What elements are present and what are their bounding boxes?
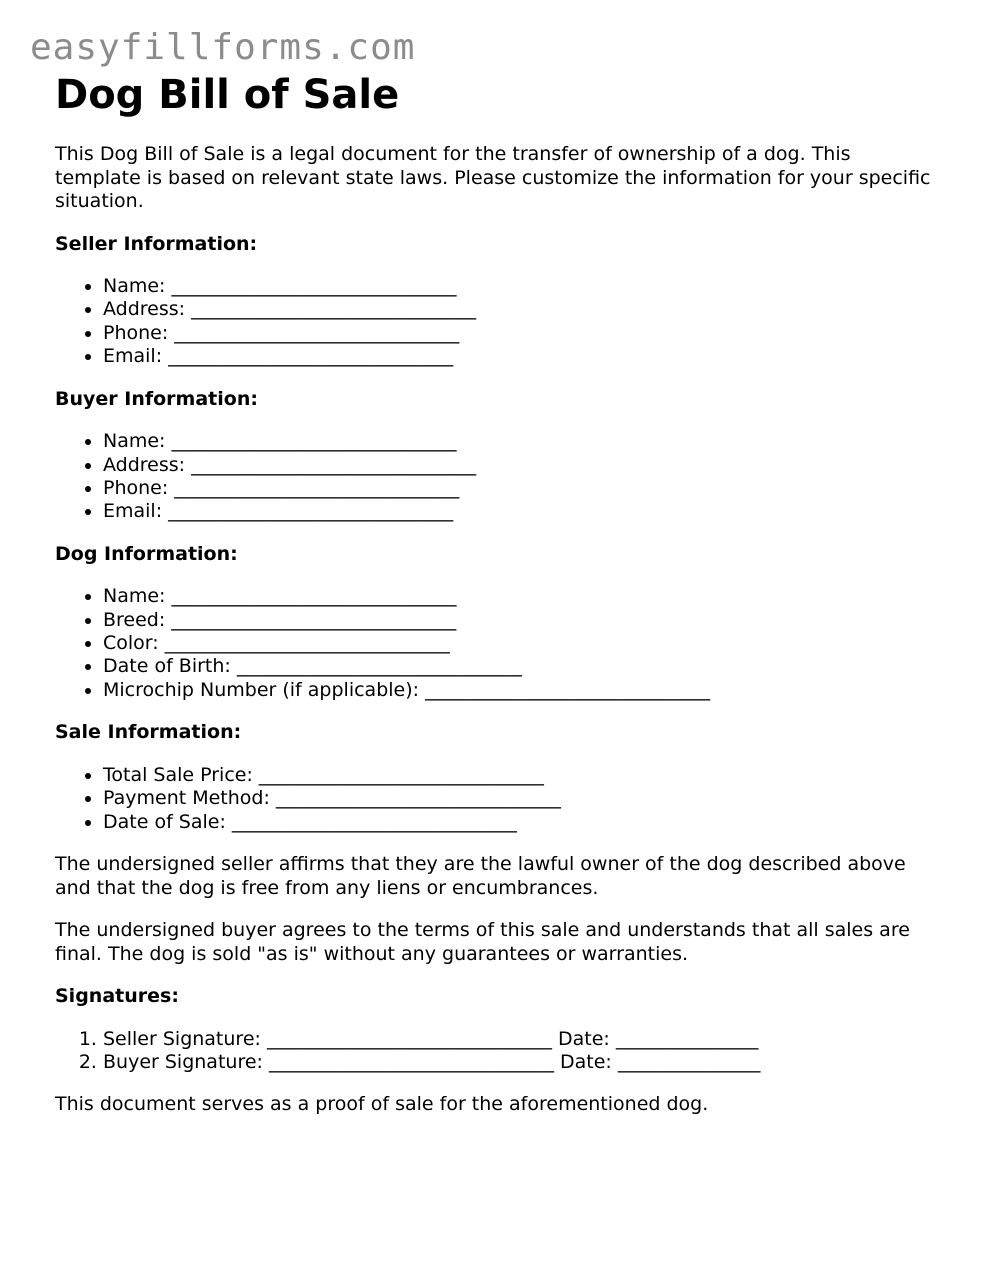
seller-heading: Seller Information:	[55, 232, 258, 255]
buyer-email-field: • Email: ______________________________	[103, 500, 935, 523]
dog-dob-field: • Date of Birth: ______________________________	[103, 655, 935, 678]
payment-method-field: • Payment Method: ______________________________	[103, 787, 935, 810]
buyer-address-field: • Address: ______________________________	[103, 454, 935, 477]
watermark: easyfillforms.com	[30, 27, 416, 68]
seller-name-field: • Name: ______________________________	[103, 275, 935, 298]
seller-email-field: • Email: ______________________________	[103, 345, 935, 368]
buyer-agreement-paragraph: The undersigned buyer agrees to the terms of this sale and understands that all sales are final. The dog is sold "as is" without any guarantees or warranties.	[55, 919, 910, 965]
signatures-list	[55, 1028, 935, 1075]
document-page	[55, 72, 935, 1117]
dog-name-field: • Name: ______________________________	[103, 585, 935, 608]
sale-date-field: • Date of Sale: ______________________________	[103, 811, 935, 834]
seller-affirmation-paragraph: The undersigned seller affirms that they are the lawful owner of the dog described above and that the dog is free from any liens or encumbrances.	[55, 853, 906, 899]
seller-signature-line: 1. Seller Signature: ______________________________ Date: _______________	[103, 1028, 935, 1051]
sale-fields-list	[55, 764, 935, 834]
sale-heading: Sale Information:	[55, 721, 242, 744]
buyer-signature-line: 2. Buyer Signature: ______________________________ Date: _______________	[103, 1051, 935, 1074]
page-title: Dog Bill of Sale	[55, 72, 400, 118]
dog-fields-list	[55, 585, 935, 702]
sale-price-field: • Total Sale Price: ______________________________	[103, 764, 935, 787]
dog-color-field: • Color: ______________________________	[103, 632, 935, 655]
closing-paragraph: This document serves as a proof of sale for the aforementioned dog.	[55, 1093, 709, 1116]
seller-phone-field: • Phone: ______________________________	[103, 322, 935, 345]
intro-paragraph: This Dog Bill of Sale is a legal document for the transfer of ownership of a dog. This template is based on relevant state laws. Please customize the information for your specific situation.	[55, 143, 931, 212]
buyer-heading: Buyer Information:	[55, 387, 258, 410]
buyer-phone-field: • Phone: ______________________________	[103, 477, 935, 500]
signatures-heading: Signatures:	[55, 985, 179, 1007]
buyer-fields-list	[55, 430, 935, 524]
dog-breed-field: • Breed: ______________________________	[103, 609, 935, 632]
dog-microchip-field: • Microchip Number (if applicable): ______________________________	[103, 679, 935, 702]
seller-address-field: • Address: ______________________________	[103, 298, 935, 321]
seller-fields-list	[55, 275, 935, 369]
buyer-name-field: • Name: ______________________________	[103, 430, 935, 453]
dog-heading: Dog Information:	[55, 542, 238, 565]
